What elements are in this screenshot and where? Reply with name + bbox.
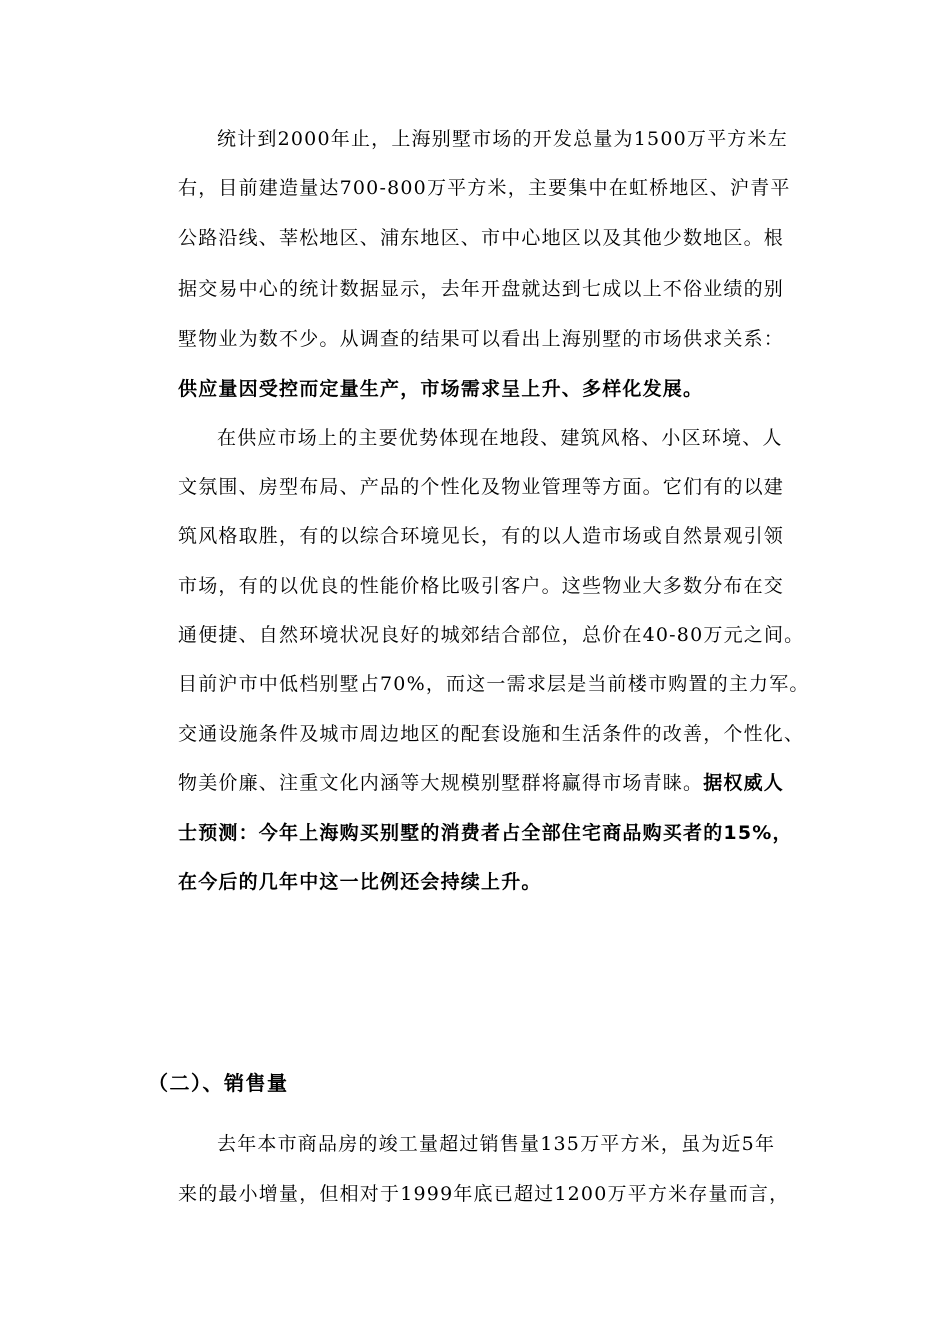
p1-line-4: 据交易中心的统计数据显示，去年开盘就达到七成以上不俗业绩的别: [178, 278, 785, 300]
p2-line-1: 在供应市场上的主要优势体现在地段、建筑风格、小区环境、人: [217, 427, 783, 449]
p2-bold-line-2: 在今后的几年中这一比例还会持续上升。: [178, 871, 542, 893]
p2-line-2: 文氛围、房型布局、产品的个性化及物业管理等方面。它们有的以建: [178, 476, 785, 498]
p1-line-5: 墅物业为数不少。从调查的结果可以看出上海别墅的市场供求关系：: [178, 328, 785, 350]
p1-line-3: 公路沿线、莘松地区、浦东地区、市中心地区以及其他少数地区。根: [178, 227, 785, 249]
p2-bold-line-1: 士预测：今年上海购买别墅的消费者占全部住宅商品购买者的15%，: [178, 822, 793, 844]
p2-line-8: [178, 770, 784, 796]
p2-line-6: 目前沪市中低档别墅占70%，而这一需求层是当前楼市购置的主力军。: [178, 673, 810, 695]
p2-line-4: 市场，有的以优良的性能价格比吸引客户。这些物业大多数分布在交: [178, 575, 785, 597]
p3-line-2: 来的最小增量，但相对于1999年底已超过1200万平方米存量而言，: [178, 1183, 790, 1205]
section-heading: （二）、销售量: [148, 1071, 289, 1095]
p1-bold-line: 供应量因受控而定量生产，市场需求呈上升、多样化发展。: [178, 378, 704, 400]
p2-line-7: 交通设施条件及城市周边地区的配套设施和生活条件的改善，个性化、: [178, 723, 805, 745]
p1-line-2: 右，目前建造量达700-800万平方米，主要集中在虹桥地区、沪青平: [178, 177, 791, 199]
p1-line-1: 统计到2000年止，上海别墅市场的开发总量为1500万平方米左: [217, 128, 788, 150]
p2-line-8-bold: 据权威人: [703, 772, 785, 794]
p2-line-3: 筑风格取胜，有的以综合环境见长，有的以人造市场或自然景观引领: [178, 525, 785, 547]
p2-line-8-regular: 物美价廉、注重文化内涵等大规模别墅群将赢得市场青睐。: [178, 772, 704, 794]
p3-line-1: 去年本市商品房的竣工量超过销售量135万平方米，虽为近5年: [217, 1133, 776, 1155]
p2-line-5: 通便捷、自然环境状况良好的城郊结合部位，总价在40-80万元之间。: [178, 624, 805, 646]
